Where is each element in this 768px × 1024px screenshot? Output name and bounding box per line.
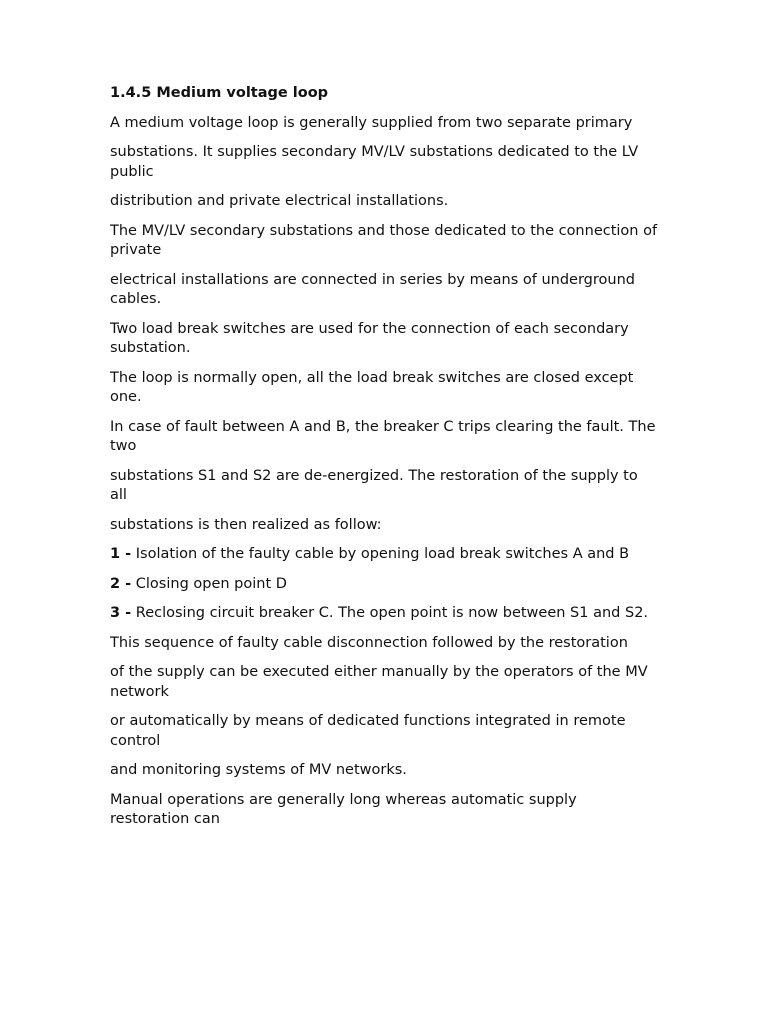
step-number: 1 - xyxy=(110,546,132,562)
section-heading: 1.4.5 Medium voltage loop xyxy=(110,85,329,101)
paragraph: Manual operations are generally long whereas automatic supply restoration can xyxy=(110,791,577,827)
paragraph: of the supply can be executed either manually by the operators of the MV network xyxy=(110,664,648,700)
step-number: 3 - xyxy=(110,605,132,621)
paragraph: The loop is normally open, all the load break switches are closed except one. xyxy=(110,369,634,405)
paragraph: A medium voltage loop is generally supplied from two separate primary xyxy=(110,114,633,131)
document-page xyxy=(110,84,658,840)
paragraph: or automatically by means of dedicated functions integrated in remote control xyxy=(110,713,626,749)
step-text: Closing open point D xyxy=(131,575,287,592)
paragraph: distribution and private electrical installations. xyxy=(110,193,449,209)
paragraph: substations S1 and S2 are de-energized. The restoration of the supply to all xyxy=(110,467,638,503)
paragraph: Two load break switches are used for the connection of each secondary substation. xyxy=(110,320,629,356)
step-text: Reclosing circuit breaker C. The open point is now between S1 and S2. xyxy=(131,605,649,621)
paragraph: electrical installations are connected in series by means of underground cables. xyxy=(110,271,635,307)
step-item xyxy=(110,545,658,565)
step-item xyxy=(110,604,658,624)
paragraph: substations. It supplies secondary MV/LV substations dedicated to the LV public xyxy=(110,144,639,180)
paragraph: In case of fault between A and B, the breaker C trips clearing the fault. The two xyxy=(110,418,656,454)
step-text: Isolation of the faulty cable by opening load break switches A and B xyxy=(131,546,630,562)
paragraph: The MV/LV secondary substations and those dedicated to the connection of private xyxy=(110,222,658,258)
step-number: 2 - xyxy=(110,575,132,592)
step-item xyxy=(110,575,658,595)
paragraph: This sequence of faulty cable disconnection followed by the restoration xyxy=(110,634,628,651)
paragraph: and monitoring systems of MV networks. xyxy=(110,762,407,778)
paragraph: substations is then realized as follow: xyxy=(110,516,382,533)
